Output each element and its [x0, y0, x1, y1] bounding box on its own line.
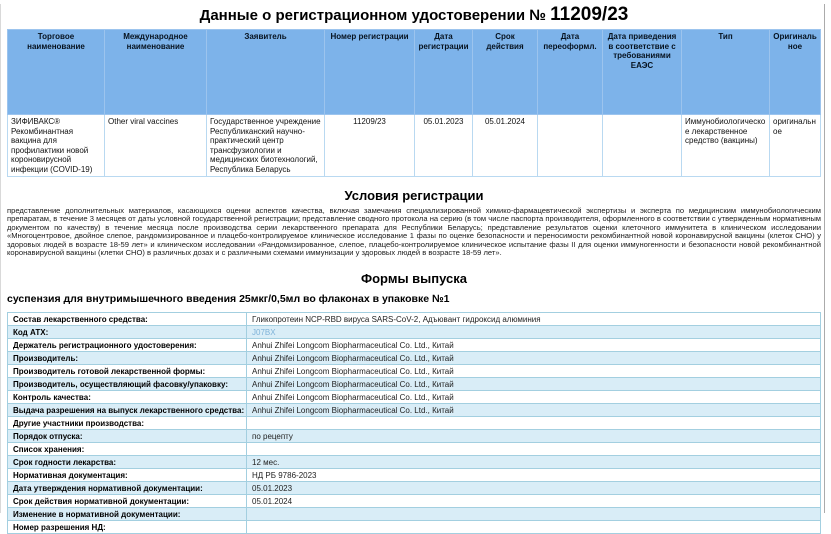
kv-label: Нормативная документация:: [8, 469, 247, 482]
kv-label: Держатель регистрационного удостоверения:: [8, 339, 247, 352]
kv-row-packaging-manufacturer: [8, 378, 821, 391]
kv-row-other-participants: [8, 417, 821, 430]
release-forms-heading: Формы выпуска: [361, 271, 467, 287]
cell-applicant: Государственное учреждение Республиканский научно-практический центр трансфузиологии и медицинских биотехнологий, Республика Беларусь: [207, 115, 325, 177]
kv-value: Anhui Zhifei Longcom Biopharmaceutical Co. Ltd., Китай: [247, 404, 821, 417]
release-form-table: [7, 312, 821, 534]
kv-value: НД РБ 9786-2023: [247, 469, 821, 482]
kv-row-manufacturer: [8, 352, 821, 365]
kv-label: Код АТХ:: [8, 326, 247, 339]
kv-value: Anhui Zhifei Longcom Biopharmaceutical Co. Ltd., Китай: [247, 339, 821, 352]
kv-label: Контроль качества:: [8, 391, 247, 404]
column-header-inn: Международное наименование: [105, 30, 207, 115]
kv-label: Изменение в нормативной документации:: [8, 508, 247, 521]
kv-label: Другие участники производства:: [8, 417, 247, 430]
registration-header-row: [8, 30, 821, 115]
kv-row-release-authorization: [8, 404, 821, 417]
column-header-eaeu-date: Дата приведения в соответствие с требованиями ЕАЭС: [603, 30, 682, 115]
certificate-number: 11209/23: [550, 4, 629, 25]
column-header-reg-number: Номер регистрации: [325, 30, 415, 115]
kv-row-normative-documentation: [8, 469, 821, 482]
kv-row-composition: [8, 313, 821, 326]
kv-row-nd-permit-number: [8, 521, 821, 534]
kv-value: [247, 417, 821, 430]
kv-row-shelf-life: [8, 456, 821, 469]
conditions-heading: Условия регистрации: [344, 188, 484, 203]
page-title-text: Данные о регистрационном удостоверении №: [199, 7, 546, 24]
kv-value: 05.01.2023: [247, 482, 821, 495]
cell-inn: Other viral vaccines: [105, 115, 207, 177]
kv-value: 05.01.2024: [247, 495, 821, 508]
kv-value: [247, 508, 821, 521]
kv-label: Срок годности лекарства:: [8, 456, 247, 469]
kv-value: по рецепту: [247, 430, 821, 443]
column-header-reissue-date: Дата переоформл.: [538, 30, 603, 115]
kv-row-atx-code: [8, 326, 821, 339]
kv-value: Anhui Zhifei Longcom Biopharmaceutical Co. Ltd., Китай: [247, 391, 821, 404]
kv-label: Производитель:: [8, 352, 247, 365]
cell-type: Иммунобиологическое лекарственное средство (вакцины): [682, 115, 770, 177]
column-header-applicant: Заявитель: [207, 30, 325, 115]
column-header-reg-date: Дата регистрации: [415, 30, 473, 115]
page: [0, 4, 831, 532]
kv-label: Список хранения:: [8, 443, 247, 456]
kv-value: Anhui Zhifei Longcom Biopharmaceutical Co. Ltd., Китай: [247, 352, 821, 365]
kv-value: [247, 521, 821, 534]
document-body: [1, 4, 831, 534]
cell-reg-number: 11209/23: [325, 115, 415, 177]
kv-value: Гликопротеин NCP-RBD вируса SARS-CoV-2, Адъювант гидроксид алюминия: [247, 313, 821, 326]
kv-label: Срок действия нормативной документации:: [8, 495, 247, 508]
release-form-subtitle: суспензия для внутримышечного введения 25мкг/0,5мл во флаконах в упаковке №1: [7, 293, 450, 306]
registration-data-row: [8, 115, 821, 177]
kv-label: Производитель, осуществляющий фасовку/упаковку:: [8, 378, 247, 391]
kv-row-storage-list: [8, 443, 821, 456]
kv-row-quality-control: [8, 391, 821, 404]
kv-label: Производитель готовой лекарственной формы:: [8, 365, 247, 378]
column-header-trade-name: Торговое наименование: [8, 30, 105, 115]
column-header-valid-until: Срок действия: [473, 30, 538, 115]
kv-row-certificate-holder: [8, 339, 821, 352]
cell-original: оригинальное: [770, 115, 821, 177]
cell-eaeu-date: [603, 115, 682, 177]
cell-valid-until: 05.01.2024: [473, 115, 538, 177]
kv-label: Порядок отпуска:: [8, 430, 247, 443]
kv-row-nd-changes: [8, 508, 821, 521]
kv-row-nd-validity-date: [8, 495, 821, 508]
kv-row-dispensing-order: [8, 430, 821, 443]
column-header-type: Тип: [682, 30, 770, 115]
kv-value: [247, 443, 821, 456]
cell-trade-name: ЗИФИВАКС® Рекомбинантная вакцина для профилактики новой короновирусной инфекции (COVID-19): [8, 115, 105, 177]
cell-reissue-date: [538, 115, 603, 177]
registration-table: [7, 29, 821, 177]
kv-label: Номер разрешения НД:: [8, 521, 247, 534]
kv-row-finished-form-manufacturer: [8, 365, 821, 378]
kv-value: 12 мес.: [247, 456, 821, 469]
kv-value: Anhui Zhifei Longcom Biopharmaceutical Co. Ltd., Китай: [247, 378, 821, 391]
scrollbar-track[interactable]: [824, 4, 825, 513]
atx-code-link[interactable]: J07BX: [247, 326, 821, 339]
column-header-original: Оригинальное: [770, 30, 821, 115]
kv-row-nd-approval-date: [8, 482, 821, 495]
kv-label: Выдача разрешения на выпуск лекарственного средства:: [8, 404, 247, 417]
cell-reg-date: 05.01.2023: [415, 115, 473, 177]
kv-value: Anhui Zhifei Longcom Biopharmaceutical Co. Ltd., Китай: [247, 365, 821, 378]
conditions-text: представление дополнительных материалов, касающихся оценки аспектов качества, включая замечания специализированной химико-фармацевтической экспертизы и эксперта по медицинским иммунобиологическим препаратам, в течение 3 месяцев от даты условной государственной регистрации; представление сводного протокола на серию (в том числе паспорта производителя, оформленного в соответствии с утвержденным нормативным документом по качеству) в течение месяца после производства серии лекарственного препарата для Республики Беларусь; представление результатов оценки клеточного иммунитета в клиническом исследовании «Многоцентровое, двойное слепое, рандомизированное и плацебо-контролируемое клиническое исследование 1 фазы по оценке безопасности и переносимости рекомбинантной новой коронавирусной вакцины (клеток CHO) у здоровых людей в возрасте 18-59 лет» и клиническом исследовании «Рандомизированное, слепое, плацебо-контролируемое клиническое испытание фазы II для оценки иммуногенности и безопасности новой рекомбинантной коронавирусной вакцины (клетки CHO) в различных дозах и с различными схемами иммунизации у здоровых людей в возрасте 18-59 лет».: [7, 206, 821, 258]
page-title: [7, 4, 821, 26]
kv-label: Дата утверждения нормативной документации:: [8, 482, 247, 495]
kv-label: Состав лекарственного средства:: [8, 313, 247, 326]
